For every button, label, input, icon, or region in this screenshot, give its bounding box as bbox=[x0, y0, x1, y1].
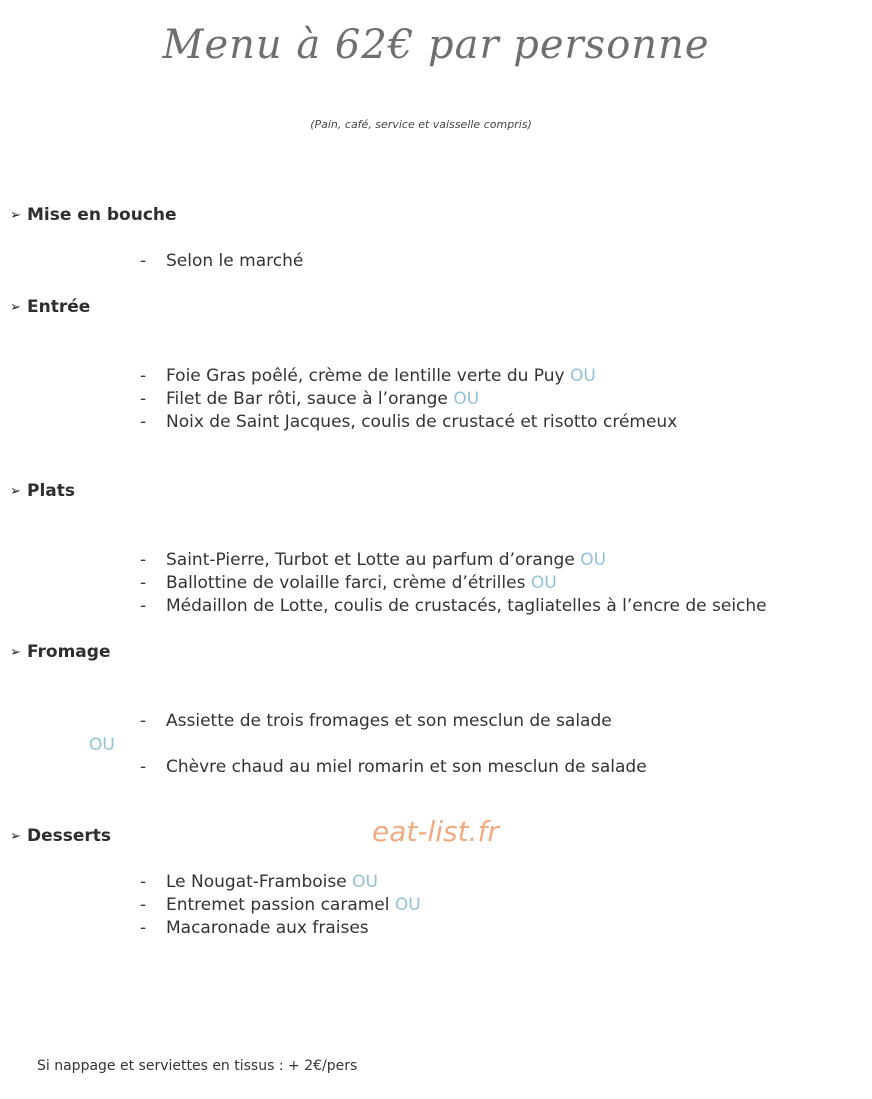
menu-title: Menu à 62€ par personne bbox=[162, 22, 710, 68]
ou-separator: OU bbox=[89, 735, 115, 755]
dash-marker: - bbox=[140, 550, 147, 570]
arrow-bullet-icon: ➢ bbox=[10, 644, 21, 660]
menu-item-text: Le Nougat-Framboise bbox=[166, 872, 347, 892]
ou-separator: OU bbox=[570, 366, 596, 386]
dash-marker: - bbox=[140, 918, 147, 938]
menu-item-text: Entremet passion caramel bbox=[166, 895, 390, 915]
menu-item bbox=[140, 251, 303, 271]
menu-item-text: Macaronade aux fraises bbox=[166, 918, 369, 938]
dash-marker: - bbox=[140, 757, 147, 777]
menu-item-text: Ballottine de volaille farci, crème d’étrilles bbox=[166, 573, 526, 593]
menu-item-text: Filet de Bar rôti, sauce à l’orange bbox=[166, 389, 448, 409]
watermark: eat-list.fr bbox=[372, 815, 499, 848]
menu-item-text: Selon le marché bbox=[166, 251, 304, 271]
ou-separator: OU bbox=[530, 573, 557, 593]
dash-marker: - bbox=[140, 711, 147, 731]
menu-item-text: Médaillon de Lotte, coulis de crustacés, tagliatelles à l’encre de seiche bbox=[166, 596, 767, 616]
dash-marker: - bbox=[140, 596, 147, 616]
dash-marker: - bbox=[140, 389, 147, 409]
menu-item bbox=[140, 757, 647, 777]
menu-item-text: Foie Gras poêlé, crème de lentille verte du Puy bbox=[166, 366, 565, 386]
footer-note: Si nappage et serviettes en tissus : + 2€/pers bbox=[37, 1058, 358, 1074]
section-heading: Entrée bbox=[27, 297, 91, 317]
section-desserts bbox=[10, 826, 111, 846]
section-entree bbox=[10, 297, 90, 317]
dash-marker: - bbox=[140, 412, 147, 432]
ou-separator: OU bbox=[352, 872, 378, 892]
arrow-bullet-icon: ➢ bbox=[10, 207, 21, 223]
section-heading: Plats bbox=[27, 481, 76, 501]
menu-item-text: Chèvre chaud au miel romarin et son mesclun de salade bbox=[166, 757, 647, 777]
dash-marker: - bbox=[140, 573, 147, 593]
menu-item bbox=[140, 550, 606, 570]
dash-marker: - bbox=[140, 895, 147, 915]
menu-subtitle: (Pain, café, service et vaisselle compris) bbox=[310, 118, 532, 131]
section-heading: Desserts bbox=[27, 826, 112, 846]
section-mise-en-bouche bbox=[10, 205, 177, 225]
menu-item bbox=[140, 596, 767, 616]
dash-marker: - bbox=[140, 872, 147, 892]
section-fromage bbox=[10, 642, 110, 662]
menu-item bbox=[140, 895, 421, 915]
menu-item-text: Saint-Pierre, Turbot et Lotte au parfum d’orange bbox=[166, 550, 575, 570]
menu-item-text: Noix de Saint Jacques, coulis de crustacé et risotto crémeux bbox=[166, 412, 678, 432]
ou-separator: OU bbox=[394, 895, 421, 915]
menu-item bbox=[140, 918, 369, 938]
arrow-bullet-icon: ➢ bbox=[10, 299, 21, 315]
menu-item bbox=[140, 711, 612, 731]
dash-marker: - bbox=[140, 366, 147, 386]
section-plats bbox=[10, 481, 75, 501]
menu-item bbox=[140, 366, 596, 386]
ou-separator: OU bbox=[580, 550, 607, 570]
dash-marker: - bbox=[140, 251, 147, 271]
menu-item bbox=[140, 573, 557, 593]
arrow-bullet-icon: ➢ bbox=[10, 483, 21, 499]
section-heading: Fromage bbox=[27, 642, 111, 662]
menu-item bbox=[140, 389, 479, 409]
ou-separator: OU bbox=[453, 389, 480, 409]
arrow-bullet-icon: ➢ bbox=[10, 828, 21, 844]
menu-item-text: Assiette de trois fromages et son mesclun de salade bbox=[166, 711, 612, 731]
menu-item bbox=[140, 872, 378, 892]
section-heading: Mise en bouche bbox=[27, 205, 177, 225]
menu-item bbox=[140, 412, 677, 432]
